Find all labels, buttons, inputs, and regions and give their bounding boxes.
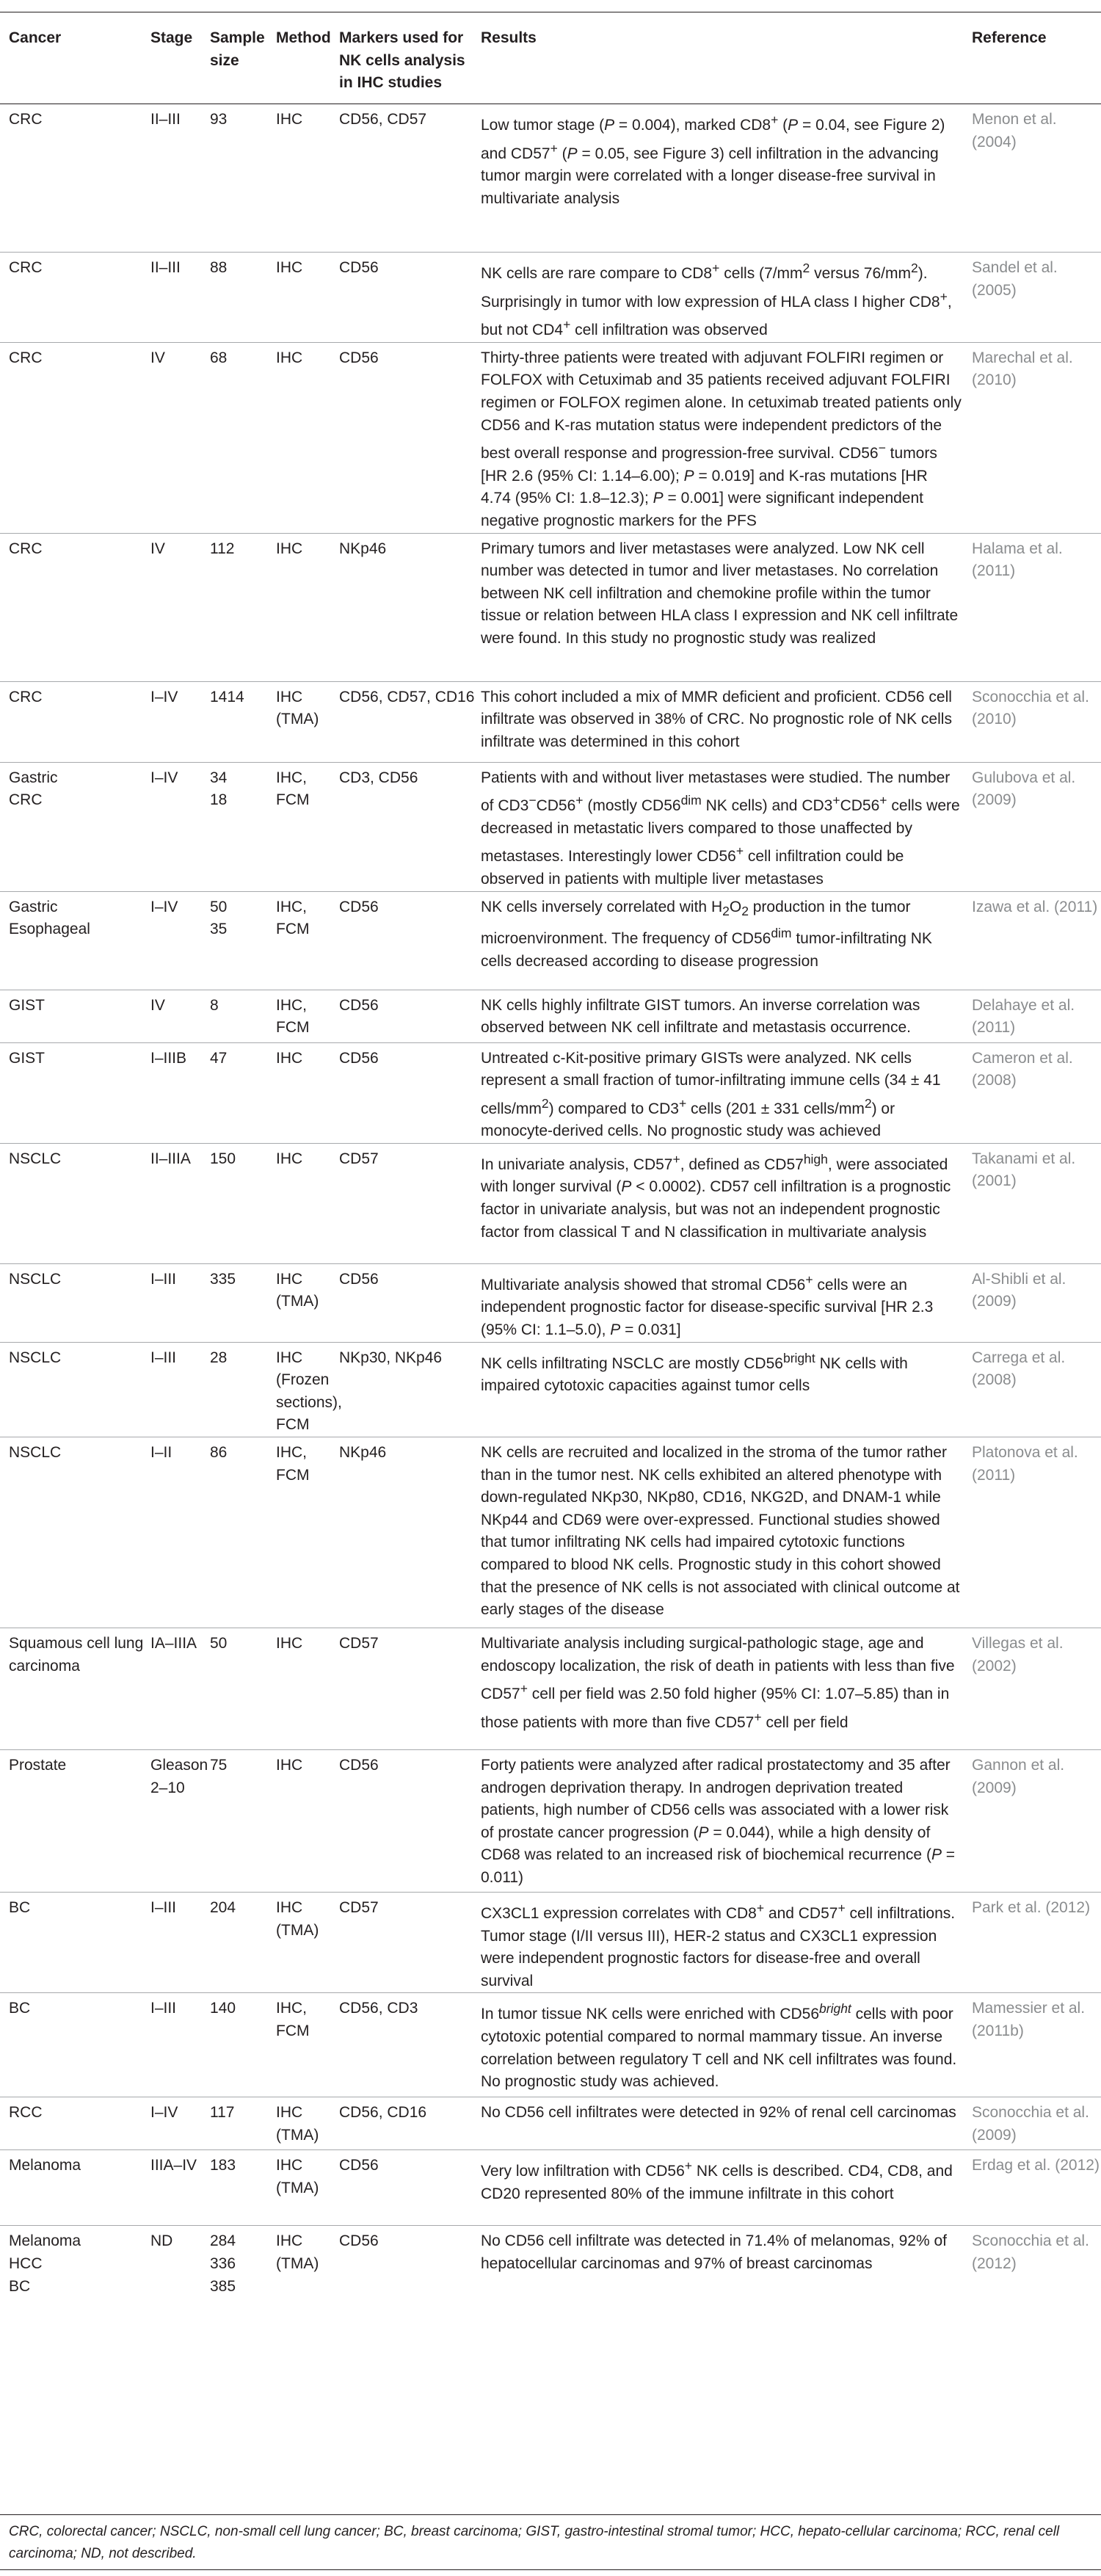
cell-method: IHC — [276, 1042, 339, 1143]
cell-stage: I–IV — [150, 762, 210, 891]
cell-results: NK cells inversely correlated with $H_2O_2$ production in the tumor microenvironment. The frequency of $CD56^{dim}$ tumor-infiltrating NK cells decreased according to disease progression — [481, 891, 972, 990]
cell-reference: Halama et al. (2011) — [972, 533, 1101, 681]
cell-method: IHC — [276, 1628, 339, 1750]
cell-reference: Villegas et al. (2002) — [972, 1628, 1101, 1750]
table-row — [0, 2097, 1101, 2150]
cell-markers: CD56 — [339, 990, 481, 1042]
cell-results: Forty patients were analyzed after radical prostatectomy and 35 after androgen deprivation therapy. In androgen deprivation treated patients, high number of CD56 cells was associated with a lower risk of prostate cancer progression (P = 0.044), while a high density of CD68 was related to an increased risk of biochemical recurrence (P = 0.011) — [481, 1750, 972, 1893]
cell-sample-size: 34 18 — [210, 762, 276, 891]
cell-stage: IA–IIIA — [150, 1628, 210, 1750]
cell-results: Multivariate analysis showed that stromal CD56+ cells were an independent prognostic factor for disease-specific survival [HR 2.3 (95% CI: 1.1–5.0), P = 0.031] — [481, 1263, 972, 1342]
cell-stage: I–II — [150, 1437, 210, 1628]
table-row — [0, 2226, 1101, 2304]
cell-cancer: CRC — [0, 681, 150, 762]
cell-stage: II–III — [150, 253, 210, 343]
cell-reference: Erdag et al. (2012) — [972, 2150, 1101, 2226]
cell-stage: IV — [150, 990, 210, 1042]
cell-markers: CD56, CD16 — [339, 2097, 481, 2150]
cell-method: IHC — [276, 342, 339, 533]
cell-results: NK cells are recruited and localized in the stroma of the tumor rather than in the tumor nest. NK cells exhibited an altered phenotype with down-regulated NKp30, NKp80, CD16, NKG2D, and DNAM-1 while NKp44 and CD69 were over-expressed. Functional studies showed that tumor infiltrating NK cells had impaired cytotoxic functions compared to blood NK cells. Prognostic study in this cohort showed that the presence of NK cells is not associated with clinical outcome at early stages of the disease — [481, 1437, 972, 1628]
cell-cancer: NSCLC — [0, 1342, 150, 1437]
cell-markers: CD57 — [339, 1893, 481, 1993]
cell-cancer: BC — [0, 1893, 150, 1993]
cell-method: IHC (Frozen sections), FCM — [276, 1342, 339, 1437]
cell-sample-size: 50 35 — [210, 891, 276, 990]
cell-sample-size: 88 — [210, 253, 276, 343]
cell-sample-size: 93 — [210, 104, 276, 253]
table-row — [0, 2150, 1101, 2226]
cell-method: IHC, FCM — [276, 891, 339, 990]
cell-method: IHC — [276, 104, 339, 253]
cell-results: Multivariate analysis including surgical-pathologic stage, age and endoscopy localization, the risk of death in patients with less than five CD57+ cell per field was 2.50 fold higher (95% CI: 1.07–5.85) than in those patients with more than five CD57+ cell per field — [481, 1628, 972, 1750]
cell-method: IHC — [276, 533, 339, 681]
cell-method: IHC (TMA) — [276, 1893, 339, 1993]
cell-reference: Menon et al. (2004) — [972, 104, 1101, 253]
cell-results: No CD56 cell infiltrate was detected in 71.4% of melanomas, 92% of hepatocellular carcinomas and 97% of breast carcinomas — [481, 2226, 972, 2304]
cell-results: In univariate analysis, CD57+, defined as $CD57^{high}$, were associated with longer survival (P < 0.0002). CD57 cell infiltration is a prognostic factor in univariate analysis, but was not an independent prognostic factor from classical T and N classification in multivariate analysis — [481, 1143, 972, 1263]
cell-stage: II–IIIA — [150, 1143, 210, 1263]
cell-stage: I–III — [150, 1263, 210, 1342]
cell-reference: Takanami et al. (2001) — [972, 1143, 1101, 1263]
cell-cancer: Gastric Esophageal — [0, 891, 150, 990]
cell-sample-size: 284 336 385 — [210, 2226, 276, 2304]
cell-reference: Sconocchia et al. (2012) — [972, 2226, 1101, 2304]
table-footnote: CRC, colorectal cancer; NSCLC, non-small cell lung cancer; BC, breast carcinoma; GIST, gastro-intestinal stromal tumor; HCC, hepato-cellular carcinoma; RCC, renal cell carcinoma; ND, not described. — [0, 2514, 1101, 2565]
cell-stage: I–IIIB — [150, 1042, 210, 1143]
cell-method: IHC — [276, 1750, 339, 1893]
cell-cancer: Squamous cell lung carcinoma — [0, 1628, 150, 1750]
header-row — [0, 12, 1101, 104]
cell-markers: CD56 — [339, 891, 481, 990]
table-row — [0, 1342, 1101, 1437]
cell-results: This cohort included a mix of MMR deficient and proficient. CD56 cell infiltrate was observed in 38% of CRC. No prognostic role of NK cells infiltrate was determined in this cohort — [481, 681, 972, 762]
cell-cancer: Melanoma — [0, 2150, 150, 2226]
header-stage: Stage — [150, 12, 210, 104]
cell-cancer: GIST — [0, 1042, 150, 1143]
cell-reference: Gulubova et al. (2009) — [972, 762, 1101, 891]
cell-markers: NKp46 — [339, 1437, 481, 1628]
cell-results: Patients with and without liver metastases were studied. The number of CD3−CD56+ (mostly $CD56^{dim}$ NK cells) and CD3+CD56+ cells were decreased in metastatic livers compared to those unaffected by metastases. Interestingly lower CD56+ cell infiltration could be observed in patients with multiple liver metastases — [481, 762, 972, 891]
cell-stage: I–III — [150, 1993, 210, 2097]
cell-sample-size: 1414 — [210, 681, 276, 762]
cell-reference: Delahaye et al. (2011) — [972, 990, 1101, 1042]
header-sample-size: Sample size — [210, 12, 276, 104]
cell-sample-size: 183 — [210, 2150, 276, 2226]
cell-results: NK cells highly infiltrate GIST tumors. An inverse correlation was observed between NK cell infiltrate and metastasis occurrence. — [481, 990, 972, 1042]
cell-markers: CD56 — [339, 253, 481, 343]
cell-markers: CD56 — [339, 1263, 481, 1342]
cell-stage: IV — [150, 533, 210, 681]
table-row — [0, 681, 1101, 762]
cell-method: IHC (TMA) — [276, 681, 339, 762]
cell-cancer: BC — [0, 1993, 150, 2097]
cell-sample-size: 8 — [210, 990, 276, 1042]
cell-sample-size: 75 — [210, 1750, 276, 1893]
cell-reference: Sandel et al. (2005) — [972, 253, 1101, 343]
cell-method: IHC, FCM — [276, 990, 339, 1042]
table-row — [0, 1750, 1101, 1893]
cell-reference: Platonova et al. (2011) — [972, 1437, 1101, 1628]
cell-reference: Marechal et al. (2010) — [972, 342, 1101, 533]
cell-reference: Cameron et al. (2008) — [972, 1042, 1101, 1143]
cell-markers: CD56, CD57, CD16 — [339, 681, 481, 762]
cell-markers: CD56 — [339, 1042, 481, 1143]
cell-results: Primary tumors and liver metastases were analyzed. Low NK cell number was detected in tumor and liver metastases. No correlation between NK cell infiltration and chemokine profile within the tumor tissue or relation between HLA class I expression and NK cell infiltrate were found. In this study no prognostic study was realized — [481, 533, 972, 681]
header-method: Method — [276, 12, 339, 104]
cell-results: Low tumor stage (P = 0.004), marked CD8+ (P = 0.04, see Figure 2) and CD57+ (P = 0.05, see Figure 3) cell infiltration in the advancing tumor margin were correlated with a longer disease-free survival in multivariate analysis — [481, 104, 972, 253]
cell-method: IHC (TMA) — [276, 2150, 339, 2226]
table-body — [0, 104, 1101, 2304]
table-row — [0, 990, 1101, 1042]
cell-reference: Izawa et al. (2011) — [972, 891, 1101, 990]
cell-stage: I–IV — [150, 891, 210, 990]
cell-cancer: NSCLC — [0, 1143, 150, 1263]
cell-stage: I–III — [150, 1342, 210, 1437]
cell-cancer: CRC — [0, 342, 150, 533]
cell-sample-size: 50 — [210, 1628, 276, 1750]
cell-cancer: Prostate — [0, 1750, 150, 1893]
table-row — [0, 1263, 1101, 1342]
cell-results: Very low infiltration with CD56+ NK cells is described. CD4, CD8, and CD20 represented 80% of the immune infiltrate in this cohort — [481, 2150, 972, 2226]
cell-markers: CD57 — [339, 1628, 481, 1750]
cell-reference: Gannon et al. (2009) — [972, 1750, 1101, 1893]
cell-markers: CD56 — [339, 2150, 481, 2226]
cell-method: IHC, FCM — [276, 762, 339, 891]
cell-sample-size: 204 — [210, 1893, 276, 1993]
cell-sample-size: 86 — [210, 1437, 276, 1628]
cell-results: Untreated c-Kit-positive primary GISTs were analyzed. NK cells represent a small fraction of tumor-infiltrating immune cells (34 ± 41 cells/$mm^2$) compared to CD3+ cells (201 ± 331 cells/$mm^2$) or monocyte-derived cells. No prognostic study was achieved — [481, 1042, 972, 1143]
table-row — [0, 891, 1101, 990]
table-row — [0, 1993, 1101, 2097]
cell-results: NK cells are rare compare to CD8+ cells ($7/mm^2$ versus $76/mm^2$). Surprisingly in tumor with low expression of HLA class I higher CD8+, but not CD4+ cell infiltration was observed — [481, 253, 972, 343]
cell-sample-size: 335 — [210, 1263, 276, 1342]
cell-stage: I–IV — [150, 2097, 210, 2150]
header-cancer: Cancer — [0, 12, 150, 104]
cell-reference: Sconocchia et al. (2009) — [972, 2097, 1101, 2150]
cell-sample-size: 47 — [210, 1042, 276, 1143]
cell-reference: Park et al. (2012) — [972, 1893, 1101, 1993]
cell-markers: CD56, CD3 — [339, 1993, 481, 2097]
cell-sample-size: 117 — [210, 2097, 276, 2150]
cell-method: IHC (TMA) — [276, 1263, 339, 1342]
cell-markers: CD56 — [339, 1750, 481, 1893]
cell-markers: CD3, CD56 — [339, 762, 481, 891]
cell-sample-size: 112 — [210, 533, 276, 681]
cell-method: IHC (TMA) — [276, 2097, 339, 2150]
table-row — [0, 1143, 1101, 1263]
nk-cell-studies-table — [0, 12, 1101, 2304]
cell-cancer: RCC — [0, 2097, 150, 2150]
cell-cancer: NSCLC — [0, 1437, 150, 1628]
table-row — [0, 104, 1101, 253]
cell-method: IHC — [276, 1143, 339, 1263]
cell-reference: Carrega et al. (2008) — [972, 1342, 1101, 1437]
cell-method: IHC — [276, 253, 339, 343]
cell-stage: IIIA–IV — [150, 2150, 210, 2226]
cell-stage: I–IV — [150, 681, 210, 762]
cell-results: In tumor tissue NK cells were enriched with $CD56^{bright}$ cells with poor cytotoxic potential compared to normal mammary tissue. An inverse correlation between regulatory T cell and NK cell infiltrates was found. No prognostic study was achieved. — [481, 1993, 972, 2097]
table-row — [0, 1437, 1101, 1628]
cell-stage: ND — [150, 2226, 210, 2304]
cell-results: Thirty-three patients were treated with adjuvant FOLFIRI regimen or FOLFOX with Cetuximab and 35 patients received adjuvant FOLFIRI regimen or FOLFOX regimen alone. In cetuximab treated patients only CD56 and K-ras mutation status were independent predictors of the best overall response and progression-free survival. CD56− tumors [HR 2.6 (95% CI: 1.14–6.00); P = 0.019] and K-ras mutations [HR 4.74 (95% CI: 1.8–12.3); P = 0.001] were significant independent negative prognostic markers for the PFS — [481, 342, 972, 533]
cell-cancer: NSCLC — [0, 1263, 150, 1342]
cell-cancer: CRC — [0, 533, 150, 681]
cell-sample-size: 68 — [210, 342, 276, 533]
cell-stage: Gleason 2–10 — [150, 1750, 210, 1893]
table-row — [0, 253, 1101, 343]
cell-cancer: CRC — [0, 253, 150, 343]
bottom-rule — [0, 2569, 1101, 2570]
cell-reference: Al-Shibli et al. (2009) — [972, 1263, 1101, 1342]
cell-sample-size: 150 — [210, 1143, 276, 1263]
cell-markers: NKp30, NKp46 — [339, 1342, 481, 1437]
cell-sample-size: 140 — [210, 1993, 276, 2097]
table-row — [0, 533, 1101, 681]
cell-cancer: GIST — [0, 990, 150, 1042]
cell-cancer: Gastric CRC — [0, 762, 150, 891]
cell-results: No CD56 cell infiltrates were detected in 92% of renal cell carcinomas — [481, 2097, 972, 2150]
cell-method: IHC, FCM — [276, 1993, 339, 2097]
cell-markers: CD56 — [339, 2226, 481, 2304]
cell-stage: II–III — [150, 104, 210, 253]
cell-markers: NKp46 — [339, 533, 481, 681]
cell-markers: CD56 — [339, 342, 481, 533]
table-row — [0, 762, 1101, 891]
cell-method: IHC, FCM — [276, 1437, 339, 1628]
cell-markers: CD56, CD57 — [339, 104, 481, 253]
header-reference: Reference — [972, 12, 1101, 104]
cell-cancer: Melanoma HCC BC — [0, 2226, 150, 2304]
header-markers: Markers used for NK cells analysis in IHC studies — [339, 12, 481, 104]
cell-stage: I–III — [150, 1893, 210, 1993]
table-row — [0, 342, 1101, 533]
cell-reference: Mamessier et al. (2011b) — [972, 1993, 1101, 2097]
cell-cancer: CRC — [0, 104, 150, 253]
table-row — [0, 1893, 1101, 1993]
cell-results: CX3CL1 expression correlates with CD8+ and CD57+ cell infiltrations. Tumor stage (I/II versus III), HER-2 status and CX3CL1 expression were independent prognostic factors for disease-free and overall survival — [481, 1893, 972, 1993]
cell-markers: CD57 — [339, 1143, 481, 1263]
table-row — [0, 1042, 1101, 1143]
cell-method: IHC (TMA) — [276, 2226, 339, 2304]
cell-stage: IV — [150, 342, 210, 533]
table-row — [0, 1628, 1101, 1750]
header-results: Results — [481, 12, 972, 104]
cell-reference: Sconocchia et al. (2010) — [972, 681, 1101, 762]
cell-results: NK cells infiltrating NSCLC are mostly $CD56^{bright}$ NK cells with impaired cytotoxic capacities against tumor cells — [481, 1342, 972, 1437]
cell-sample-size: 28 — [210, 1342, 276, 1437]
